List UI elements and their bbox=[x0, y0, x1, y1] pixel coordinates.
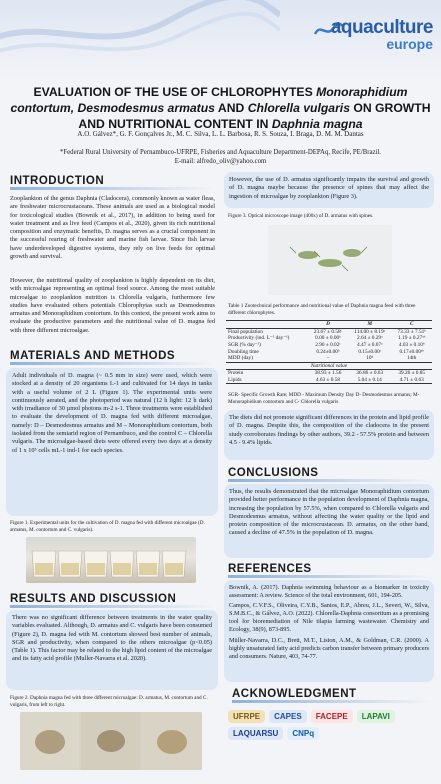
table-header: M bbox=[348, 321, 391, 329]
figure-2-photos bbox=[20, 712, 202, 770]
intro-paragraph: Zooplankton of the genus Daphnia (Cladocera), commonly known as water fleas, are freshwater microcrustaceans. These animals are used as a biological model for toxicological studies (Bownik et al., 2017), in addition to being used for water treatment and as live feed (Campos et al., 2020), given its rich nutritional composition and enzymatic benefits, D. magna serves as a crucial component in the successful rearing of freshwater and marine fish larvae. Since fish larvae have underdeveloped digestive systems, they rely on live feeds for optimal growth and survival. bbox=[10, 195, 215, 261]
reference-item: Bownik, A. (2017). Daphnia swimming behaviour as a biomarker in toxicity assessment: A review. Science of the total environment, 601, 194-205. bbox=[229, 584, 429, 600]
reference-item: Müller-Navarra, D.C., Brett, M.T., Liston, A.M., & Goldman, C.R. (2000). A highly unsaturated fatty acid predicts carbon transfer between primary producers and consumers. Nature, 403, 74-77. bbox=[229, 636, 429, 660]
decorative-swirl bbox=[0, 0, 280, 70]
table-header: C bbox=[391, 321, 432, 329]
materials-heading: MATERIALS AND METHODS bbox=[10, 350, 215, 362]
table-header bbox=[226, 321, 308, 329]
sponsor-logo: LAPAVI bbox=[357, 710, 395, 723]
figure-1-caption: Figure 1. Experimental units for the cultivation of D. magna fed with different microalgae (D. armatus, M. contortum and C. vulgaris). bbox=[10, 520, 205, 533]
zootechnical-table bbox=[226, 320, 432, 384]
references-heading: REFERENCES bbox=[228, 563, 433, 575]
introduction-heading: INTRODUCTION bbox=[10, 175, 215, 187]
aquaculture-europe-logo: aquaculture europe bbox=[330, 17, 433, 52]
figure-1-photo bbox=[26, 537, 196, 583]
sponsor-logo: CAPES bbox=[269, 710, 307, 723]
table-row: SGR (% day⁻¹) 2.90 ± 0.02ᶜ 4.47 ± 0.07ᵃ 4.03 ± 0.10ᵇ bbox=[228, 342, 425, 349]
table-subheader: Nutritional value bbox=[226, 362, 432, 370]
cnpq-logo: CNPq bbox=[287, 727, 319, 740]
table-1-caption: Table 1 Zootechnical performance and nutritional value of Daphnia magna feed with three different chlorophytes. bbox=[228, 303, 416, 316]
table-row: Final population 23.67 ± 0.58ᶜ 114.00 ± 8.19ᵃ 73.33 ± 7.51ᵇ bbox=[228, 328, 426, 335]
figure-3-micrograph bbox=[268, 225, 392, 295]
table-row: Productivity (ind. L⁻¹ day⁻¹) 0.00 ± 0.00ᵇ 2.64 ± 0.29ᵃ 1.19 ± 0.27ᵃᵇ bbox=[228, 335, 426, 342]
table-row: Doubling time 0.24±0.00ᵇ 0.15±0.00ᶜ 0.17±0.00ᵃᵇ bbox=[228, 348, 424, 355]
figure-3-caption: Figure 3. Optical microscope image (400x) of D. armatus with spines. bbox=[228, 213, 374, 219]
references-list bbox=[229, 584, 429, 661]
results-paragraph: There was no significant difference between treatments in the water quality variables evaluated. Although, D. armatus and C. vulgaris have been consumed (Figure 2), D. magna fed with M. contortum showed best number of animals, SGR and productivity, when compared to the others microalgae (p<0.05) (Table 1). This factor may be related to the high lipid content of the microalgae and its fatty acid profile (Muller-Navarra et al. 2020). bbox=[12, 614, 212, 663]
authors: A.O. Gálvez*, G. F. Gonçalves Jr., M. C. Silva, L. L. Barbosa, R. S. Souza, I. Braga, D. M. M. Dantas bbox=[77, 130, 364, 138]
diets-paragraph: The diets did not promote significant differences in the protein and lipid profile of D. magna. Despite this, the composition of the cladocera in the present study corroborates findings by other authors, 39.2 - 57.5% protein and between 4.5 - 9.4% lipids. bbox=[229, 414, 429, 446]
poster-title: EVALUATION OF THE USE OF CHLOROPHYTES Monoraphidium contortum, Desmodesmus armatus AND Chlorella vulgaris ON GROWTH AND NUTRITIONAL CONTENT IN Daphnia magna bbox=[10, 85, 431, 131]
conclusions-paragraph: Thus, the results demonstrated that the microalgae Monoraphidium contortum provided better performance in the population development of Daphnia magna, increasing the population by 57.5%, when compared to Chlorella vulgaris and Desmodesmus armatus, without affecting the water quality or the lipid and protein composition of the microcrustacean. D. armatus, on the other hand, caused a decline of 47.5% in the population of D. magna. bbox=[229, 488, 429, 537]
reference-item: Campos, C.V.F.S., Oliveira, C.Y.B., Santos, E.P., Abreu, J.L., Severi, W., Silva, S.M.B.C., & Gálvez, A.O. (2022). Chlorella-Daphnia consortium as a promising tool for bioremediation of Nile tilapia farming wastewater. Chemistry and Ecology, 38(9), 873-895. bbox=[229, 602, 429, 634]
figure-2-caption: Figure 2. Daphnia magna fed with three different microalgae: D. armatus, M. contortum and C. vulgaris, from left to right. bbox=[10, 695, 208, 708]
table-header: D bbox=[308, 321, 348, 329]
acknowledgment-heading: ACKNOWLEDGMENT bbox=[232, 688, 432, 700]
table-row: Lipids 4.63 ± 0.58 5.04 ± 0.14 4.71 ± 0.63 bbox=[226, 377, 432, 384]
intro-paragraph-2: However, the nutritional quality of zooplankton is highly dependent on its diet, with microalgae representing an optimal food source. Among the most suitable microalgae to zooplankton nutrition is Chlorella vulgaris, furthermore few studies have evaluated others potentials Chlorophytas such as Desmodesmus armatus and Monoraphidium contortum. In this context, the present work aims to evaluate the productive parameters and the nutritional value of D. magna fed with three different microalgae. bbox=[10, 277, 215, 334]
right-intro-paragraph: However, the use of D. armatus significantly impairs the survival and growth of D. magna maybe because the presence of spines that may affect the ingestion of microalgae by zooplankton (Figure 3). bbox=[229, 176, 429, 200]
sponsor-logo: UFRPE bbox=[228, 710, 265, 723]
sponsor-logo: LAQUARSU bbox=[228, 727, 283, 740]
table-row: Protein 38.93 ± 1.56 36.86 ± 0.63 39.26 ± 0.85 bbox=[228, 370, 426, 377]
sponsor-logo: FACEPE bbox=[311, 710, 353, 723]
sponsor-logos bbox=[228, 710, 434, 740]
results-heading: RESULTS AND DISCUSSION bbox=[10, 593, 215, 605]
table-note: SGR- Specific Growth Rate; MDD - Maximum Density Day D- Desmodesmus armatus; M-Monoraphidium contortum and C- Chlorella vulgaris bbox=[228, 392, 420, 405]
methods-paragraph: Adult individuals of D. magna (~ 0.5 mm in size) were used, which were stocked at a density of 20 organisms L-1 and cultivated for 14 days in tanks with a useful volume of 2 L (Figure 1). The experimental units were continuously aerated, and the photoperiod was natural (12 h light: 12 h dark) with irradiance of 30 µmol photons m-2 s-1. Three treatments were established to evaluate the development of D. magna fed with different microalgae, namely: D – Desmodesmus armatus and M – Monoraphidium contortum, both isolated from the semiarid region of Pernambuco, and the control C – Chlorella vulgaris. The microalgae-based diets were offered every two days at a density of 1 x 10⁵ cells mL-1 ind-1 for each species. bbox=[12, 372, 212, 454]
affiliation: *Federal Rural University of Pernambuco-UFRPE, Fisheries and Aquaculture Department-DEPAq, Recife, PE/Brazil. E-mail: alfredo_oliv@yahoo.com bbox=[59, 149, 382, 165]
table-row: MDD (day) – 10ᵈ 14th bbox=[228, 355, 417, 362]
conclusions-heading: CONCLUSIONS bbox=[228, 467, 433, 479]
